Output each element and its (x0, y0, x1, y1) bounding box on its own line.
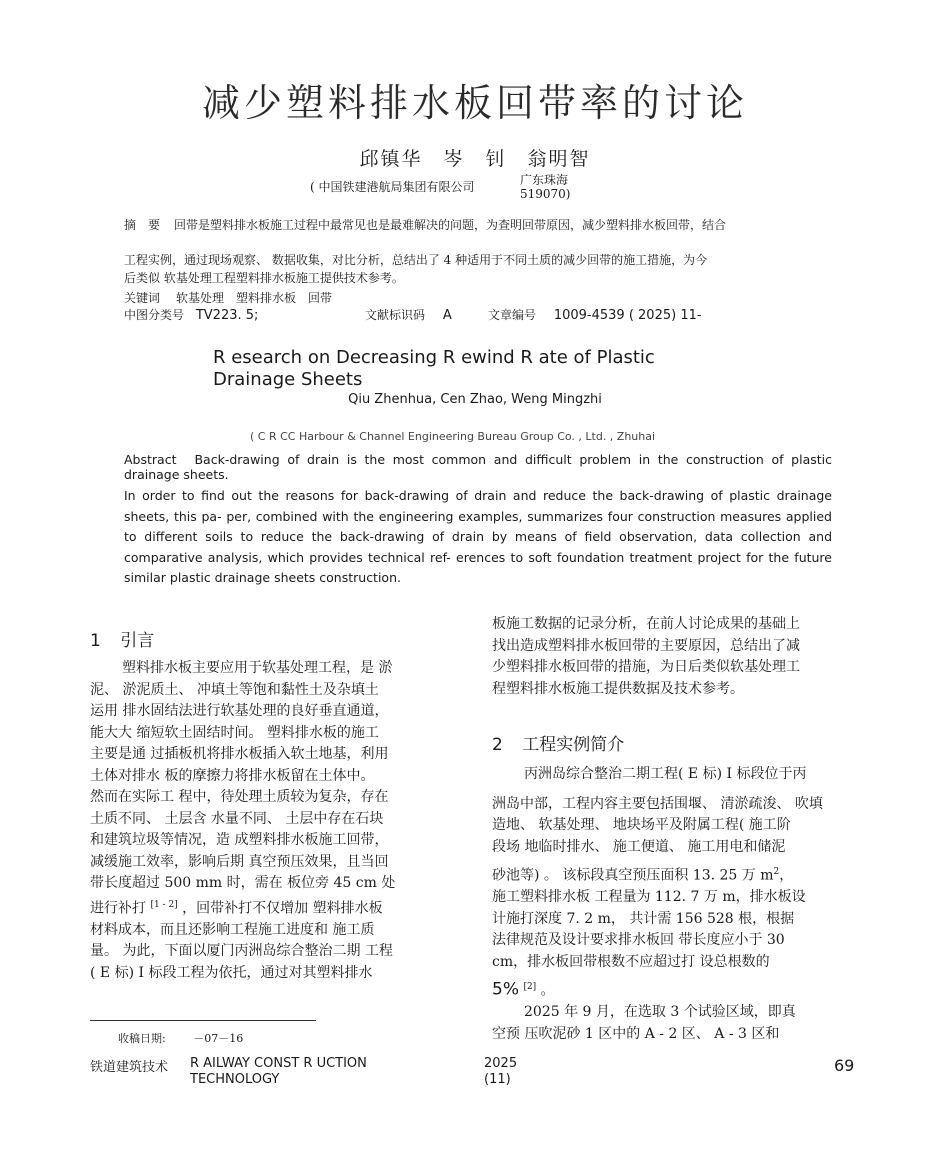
section-1-heading (90, 626, 154, 651)
keywords-label: 关键词 (124, 291, 161, 305)
journal-name: 铁道建筑技术 (90, 1060, 169, 1075)
superscript-2: 2 (773, 867, 780, 877)
rc-line: 少塑料排水板回带的措施，为日后类似软基处理工 (492, 659, 800, 675)
s2-line: 段场 地临时排水、 施工便道、 施工用电和储泥 (492, 838, 786, 855)
s1-line: 和建筑垃圾等情况，造 成塑料排水板施工回带， (90, 832, 389, 848)
section-1-number: 1 (90, 631, 101, 651)
s2-line: 造地、 软基处理、 地块场平及附属工程( 施工阶 (492, 817, 791, 833)
s1-line: 然而在实际工 程中，待处理土质较为复杂，存在 (90, 789, 389, 805)
clc-value: TV223. 5; (195, 308, 259, 323)
s1-line: 主要是通 过插板机将排水板插入软土地基，利用 (90, 746, 389, 762)
s1-line: 能大大 缩短软土固结时间。 塑料排水板的施工 (90, 724, 379, 741)
abstract-line-2: 工程实例，通过现场观察、 数据收集，对比分析，总结出了 4 种适用于不同土质的减少回带的施工措施，为今 (124, 253, 708, 267)
s1-line: 土质不同、 土层含 水量不同、 土层中存在石块 (90, 810, 384, 827)
s1-line: ( E 标) Ⅰ 标段工程为依托，通过对其塑料排水 (90, 964, 373, 981)
section-1-title: 引言 (120, 631, 155, 651)
received-date: 收稿日期: －07－16 (118, 1032, 244, 1045)
section-2-heading (492, 730, 624, 755)
s1-line: 泥、 淤泥质土、 冲填土等饱和黏性土及杂填土 (90, 681, 379, 698)
affiliation: ( 中国铁建港航局集团有限公司 (310, 180, 475, 194)
english-title: R esearch on Decreasing R ewind R ate of Plastic Drainage Sheets (213, 347, 655, 390)
citation: [2] (523, 982, 537, 993)
s1-line: 运用 排水固结法进行软基处理的良好垂直通道， (90, 703, 389, 719)
abstract-label: 摘 要 (124, 218, 161, 232)
abstract-line-1: 回带是塑料排水板施工过程中最常见也是最难解决的问题，为查明回带原因，减少塑料排水板回带，结合 (174, 218, 727, 232)
journal-name-en: R AILWAY CONST R UCTION TECHNOLOGY (190, 1056, 367, 1087)
s2-line: 施工塑料排水板 工程量为 112. 7 万 m，排水板设 (492, 889, 806, 906)
journal-year-issue: 2025 (11) (484, 1056, 518, 1087)
section-2-title: 工程实例简介 (522, 735, 625, 755)
english-authors: Qiu Zhenhua, Cen Zhao, Weng Mingzhi (348, 392, 602, 407)
doc-code-label: 文献标识码 (365, 308, 426, 322)
rc-line: 找出造成塑料排水板回带的主要原因，总结出了减 (492, 637, 800, 654)
s2-line: cm，排水板回带根数不应超过打 设总根数的 (492, 953, 770, 970)
affiliation-location: 广东珠海 519070) (520, 173, 571, 201)
article-no-value: 1009-4539 ( 2025) 11- (553, 308, 702, 323)
section-2-body (492, 764, 872, 1042)
section-2-number: 2 (492, 735, 503, 755)
paper-authors: 邱镇华 岑 钊 翁明智 (359, 148, 591, 170)
doc-code-value: A (442, 308, 452, 323)
s2-line: 5% [2] 。 (492, 979, 555, 1000)
s1-line: 带长度超过 500 mm 时，需在 板位旁 45 cm 处 (90, 875, 396, 891)
citation: [1 - 2] (150, 899, 178, 910)
s2-line: 计施打深度 7. 2 m， 共计需 156 528 根，根据 (492, 910, 795, 927)
s1-line: 减缓施工效率，影响后期 真空预压效果，且当回 (90, 853, 389, 870)
s2-line: 2025 年 9 月，在选取 3 个试验区域，即真 (524, 1004, 796, 1021)
english-affiliation: ( C R CC Harbour & Channel Engineering Bureau Group Co. , Ltd. , Zhuhai (250, 430, 656, 443)
paper-title: 减少塑料排水板回带率的讨论 (201, 81, 748, 125)
clc-label: 中图分类号 (124, 308, 185, 322)
english-abstract-line-1: Back-drawing of drain is the most common and difficult problem in the construction of plastic drainage sheets. (124, 452, 832, 482)
abstract-line-3: 后类似 软基处理工程塑料排水板施工提供技术参考。 (124, 271, 404, 285)
s2-line: 空预 压吹泥砂 1 区中的 A - 2 区、 A - 3 区和 (492, 1025, 780, 1042)
keywords: 软基处理 塑料排水板 回带 (176, 291, 333, 305)
right-column-intro (492, 614, 872, 700)
s2-line: 法律规范及设计要求排水板回 带长度应小于 30 (492, 932, 785, 949)
s1-line: 量。 为此，下面以厦门丙洲岛综合整治二期 工程 (90, 943, 393, 960)
page-number: 69 (834, 1056, 855, 1075)
english-abstract-body: In order to find out the reasons for back-drawing of drain and reduce the back-drawing of plastic drainage sheets, this pa- per, combined with the engineering examples, summarizes four construction measures applied to different soils to reduce the back-drawing of drain by means of field observation, data collection and comparative analysis, which provides technical ref- erences to soft foundation treatment project for the future similar plastic drainage sheets construction. (124, 488, 832, 585)
english-abstract-label: Abstract (124, 452, 177, 467)
s2-line: 丙洲岛综合整治二期工程( E 标) Ⅰ 标段位于丙 (524, 766, 807, 782)
s2-line: 洲岛中部，工程内容主要包括围堰、 清淤疏浚、 吹填 (492, 795, 823, 812)
s1-line: 材料成本，而且还影响工程施工进度和 施工质 (90, 921, 375, 938)
s1-line: 土体对排水 板的摩擦力将排水板留在土体中。 (90, 767, 375, 784)
footnote-divider (90, 1020, 316, 1021)
section-1-body (90, 658, 470, 984)
article-no-label: 文章编号 (488, 308, 537, 322)
s2-line: 砂池等) 。 该标段真空预压面积 13. 25 万 $m^2$， (492, 867, 794, 884)
s1-line: 塑料排水板主要应用于软基处理工程，是 淤 (122, 660, 393, 676)
rc-line: 板施工数据的记录分析，在前人讨论成果的基础上 (492, 616, 800, 632)
rc-line: 程塑料排水板施工提供数据及技术参考。 (492, 680, 744, 697)
s1-line: 进行补打 [1 - 2] ，回带补打不仅增加 塑料排水板 (90, 899, 383, 917)
